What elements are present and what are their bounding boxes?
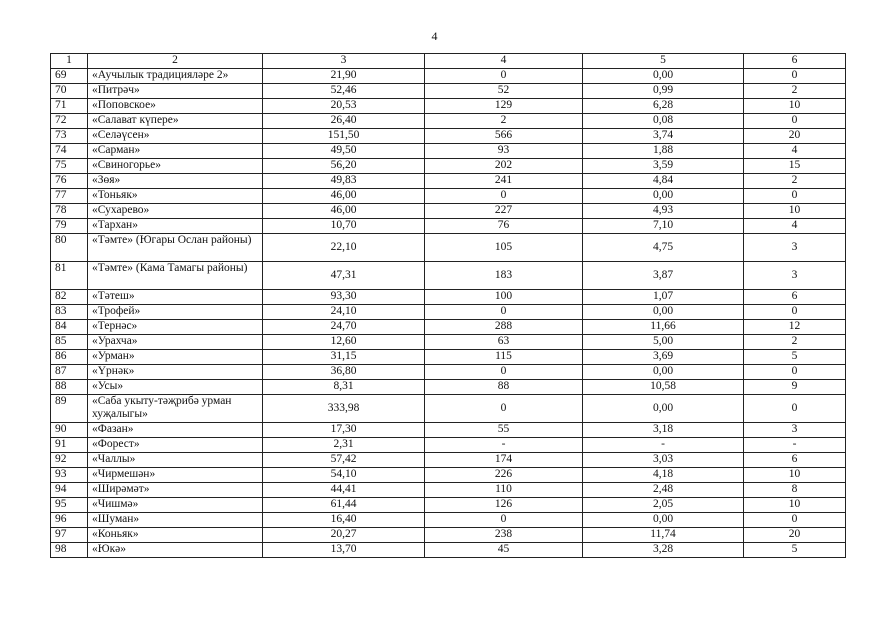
value-cell: 0,00 — [583, 189, 744, 204]
value-cell: 16,40 — [263, 513, 425, 528]
value-cell: 44,41 — [263, 483, 425, 498]
value-cell: 3 — [744, 262, 846, 290]
value-cell: 55 — [425, 423, 583, 438]
value-cell: 47,31 — [263, 262, 425, 290]
table-row — [51, 219, 846, 234]
name-cell: «Свиногорье» — [88, 159, 263, 174]
value-cell: 8,31 — [263, 380, 425, 395]
value-cell: 4 — [744, 144, 846, 159]
name-cell: «Үрнәк» — [88, 365, 263, 380]
name-cell: «Усы» — [88, 380, 263, 395]
value-cell: 226 — [425, 468, 583, 483]
table-row — [51, 335, 846, 350]
value-cell: 52,46 — [263, 84, 425, 99]
value-cell: 0,00 — [583, 69, 744, 84]
value-cell: 12,60 — [263, 335, 425, 350]
table-row — [51, 204, 846, 219]
value-cell: 241 — [425, 174, 583, 189]
value-cell: 1,88 — [583, 144, 744, 159]
value-cell: 4 — [744, 219, 846, 234]
row-number-cell: 74 — [51, 144, 88, 159]
value-cell: 8 — [744, 483, 846, 498]
value-cell: 2,05 — [583, 498, 744, 513]
name-cell: «Селәүсен» — [88, 129, 263, 144]
value-cell: 11,66 — [583, 320, 744, 335]
value-cell: 288 — [425, 320, 583, 335]
data-table — [50, 53, 846, 558]
name-cell: «Форест» — [88, 438, 263, 453]
value-cell: 174 — [425, 453, 583, 468]
row-number-cell: 87 — [51, 365, 88, 380]
table-row — [51, 543, 846, 558]
table-row — [51, 84, 846, 99]
value-cell: 333,98 — [263, 395, 425, 423]
table-row — [51, 69, 846, 84]
value-cell: 46,00 — [263, 189, 425, 204]
value-cell: 5,00 — [583, 335, 744, 350]
value-cell: 183 — [425, 262, 583, 290]
value-cell: 0,00 — [583, 395, 744, 423]
table-row — [51, 483, 846, 498]
value-cell: 7,10 — [583, 219, 744, 234]
table-row — [51, 468, 846, 483]
name-cell: «Тәтеш» — [88, 290, 263, 305]
row-number-cell: 79 — [51, 219, 88, 234]
value-cell: 26,40 — [263, 114, 425, 129]
value-cell: 46,00 — [263, 204, 425, 219]
table-row — [51, 305, 846, 320]
value-cell: 24,70 — [263, 320, 425, 335]
value-cell: 13,70 — [263, 543, 425, 558]
value-cell: 0 — [744, 365, 846, 380]
value-cell: 2 — [744, 335, 846, 350]
value-cell: 5 — [744, 350, 846, 365]
value-cell: 2 — [744, 174, 846, 189]
name-cell: «Шуман» — [88, 513, 263, 528]
table-row — [51, 498, 846, 513]
row-number-cell: 98 — [51, 543, 88, 558]
value-cell: 49,83 — [263, 174, 425, 189]
column-header: 4 — [425, 54, 583, 69]
value-cell: 0 — [425, 395, 583, 423]
column-header: 6 — [744, 54, 846, 69]
name-cell: «Чишмә» — [88, 498, 263, 513]
table-body — [51, 54, 846, 558]
value-cell: 227 — [425, 204, 583, 219]
row-number-cell: 71 — [51, 99, 88, 114]
value-cell: 110 — [425, 483, 583, 498]
table-header-row — [51, 54, 846, 69]
table-row — [51, 320, 846, 335]
value-cell: 0 — [425, 305, 583, 320]
table-row — [51, 395, 846, 423]
table-row — [51, 365, 846, 380]
value-cell: 566 — [425, 129, 583, 144]
row-number-cell: 97 — [51, 528, 88, 543]
value-cell: 2 — [425, 114, 583, 129]
value-cell: 10,70 — [263, 219, 425, 234]
value-cell: 56,20 — [263, 159, 425, 174]
value-cell: 3,69 — [583, 350, 744, 365]
value-cell: 54,10 — [263, 468, 425, 483]
table-row — [51, 144, 846, 159]
column-header: 5 — [583, 54, 744, 69]
table-row — [51, 513, 846, 528]
row-number-cell: 78 — [51, 204, 88, 219]
table-row — [51, 350, 846, 365]
value-cell: 3,74 — [583, 129, 744, 144]
row-number-cell: 88 — [51, 380, 88, 395]
value-cell: 93 — [425, 144, 583, 159]
value-cell: 0 — [744, 114, 846, 129]
name-cell: «Аучылык традицияләре 2» — [88, 69, 263, 84]
table-row — [51, 290, 846, 305]
value-cell: 6,28 — [583, 99, 744, 114]
row-number-cell: 77 — [51, 189, 88, 204]
row-number-cell: 95 — [51, 498, 88, 513]
value-cell: 3,28 — [583, 543, 744, 558]
table-row — [51, 234, 846, 262]
row-number-cell: 84 — [51, 320, 88, 335]
name-cell: «Тоньяк» — [88, 189, 263, 204]
row-number-cell: 92 — [51, 453, 88, 468]
name-cell: «Зөя» — [88, 174, 263, 189]
name-cell: «Тәмте» (Кама Тамагы районы) — [88, 262, 263, 290]
row-number-cell: 93 — [51, 468, 88, 483]
value-cell: 100 — [425, 290, 583, 305]
table-row — [51, 262, 846, 290]
row-number-cell: 85 — [51, 335, 88, 350]
name-cell: «Чирмешән» — [88, 468, 263, 483]
table-row — [51, 380, 846, 395]
row-number-cell: 91 — [51, 438, 88, 453]
row-number-cell: 94 — [51, 483, 88, 498]
table-row — [51, 99, 846, 114]
table-row — [51, 174, 846, 189]
name-cell: «Трофей» — [88, 305, 263, 320]
row-number-cell: 72 — [51, 114, 88, 129]
value-cell: 57,42 — [263, 453, 425, 468]
name-cell: «Тархан» — [88, 219, 263, 234]
name-cell: «Юкә» — [88, 543, 263, 558]
value-cell: 6 — [744, 453, 846, 468]
value-cell: 9 — [744, 380, 846, 395]
value-cell: 10,58 — [583, 380, 744, 395]
value-cell: 0 — [744, 305, 846, 320]
name-cell: «Урахча» — [88, 335, 263, 350]
value-cell: 10 — [744, 204, 846, 219]
name-cell: «Питрәч» — [88, 84, 263, 99]
column-header: 2 — [88, 54, 263, 69]
value-cell: 76 — [425, 219, 583, 234]
value-cell: 105 — [425, 234, 583, 262]
value-cell: 12 — [744, 320, 846, 335]
value-cell: 3,87 — [583, 262, 744, 290]
table-row — [51, 453, 846, 468]
value-cell: 31,15 — [263, 350, 425, 365]
row-number-cell: 90 — [51, 423, 88, 438]
value-cell: 20 — [744, 528, 846, 543]
value-cell: 202 — [425, 159, 583, 174]
value-cell: 4,93 — [583, 204, 744, 219]
value-cell: 129 — [425, 99, 583, 114]
name-cell: «Сухарево» — [88, 204, 263, 219]
table-row — [51, 423, 846, 438]
column-header: 1 — [51, 54, 88, 69]
row-number-cell: 86 — [51, 350, 88, 365]
value-cell: 5 — [744, 543, 846, 558]
value-cell: 3,59 — [583, 159, 744, 174]
value-cell: - — [425, 438, 583, 453]
table-row — [51, 438, 846, 453]
table-row — [51, 129, 846, 144]
value-cell: - — [744, 438, 846, 453]
value-cell: 4,84 — [583, 174, 744, 189]
value-cell: 24,10 — [263, 305, 425, 320]
value-cell: 3,18 — [583, 423, 744, 438]
value-cell: 3 — [744, 423, 846, 438]
row-number-cell: 70 — [51, 84, 88, 99]
value-cell: 0 — [425, 513, 583, 528]
column-header: 3 — [263, 54, 425, 69]
value-cell: 11,74 — [583, 528, 744, 543]
name-cell: «Урман» — [88, 350, 263, 365]
value-cell: 22,10 — [263, 234, 425, 262]
value-cell: 0 — [425, 365, 583, 380]
value-cell: 88 — [425, 380, 583, 395]
name-cell: «Поповское» — [88, 99, 263, 114]
value-cell: 20 — [744, 129, 846, 144]
row-number-cell: 69 — [51, 69, 88, 84]
value-cell: 0,99 — [583, 84, 744, 99]
name-cell: «Ширәмәт» — [88, 483, 263, 498]
value-cell: 2,31 — [263, 438, 425, 453]
value-cell: 0 — [744, 395, 846, 423]
table-row — [51, 159, 846, 174]
value-cell: 6 — [744, 290, 846, 305]
value-cell: 115 — [425, 350, 583, 365]
value-cell: 0 — [425, 189, 583, 204]
value-cell: 45 — [425, 543, 583, 558]
value-cell: 4,18 — [583, 468, 744, 483]
table-row — [51, 189, 846, 204]
value-cell: 3,03 — [583, 453, 744, 468]
name-cell: «Сарман» — [88, 144, 263, 159]
value-cell: 20,53 — [263, 99, 425, 114]
value-cell: 2,48 — [583, 483, 744, 498]
row-number-cell: 89 — [51, 395, 88, 423]
row-number-cell: 80 — [51, 234, 88, 262]
value-cell: 0,08 — [583, 114, 744, 129]
value-cell: 238 — [425, 528, 583, 543]
row-number-cell: 83 — [51, 305, 88, 320]
row-number-cell: 82 — [51, 290, 88, 305]
name-cell: «Тернәс» — [88, 320, 263, 335]
value-cell: 0,00 — [583, 513, 744, 528]
value-cell: 21,90 — [263, 69, 425, 84]
name-cell: «Салават күпере» — [88, 114, 263, 129]
value-cell: 52 — [425, 84, 583, 99]
value-cell: 15 — [744, 159, 846, 174]
row-number-cell: 81 — [51, 262, 88, 290]
value-cell: 20,27 — [263, 528, 425, 543]
value-cell: 4,75 — [583, 234, 744, 262]
row-number-cell: 73 — [51, 129, 88, 144]
value-cell: 0 — [744, 513, 846, 528]
name-cell: «Фазан» — [88, 423, 263, 438]
value-cell: 93,30 — [263, 290, 425, 305]
value-cell: 126 — [425, 498, 583, 513]
row-number-cell: 76 — [51, 174, 88, 189]
value-cell: 0 — [425, 69, 583, 84]
table-row — [51, 114, 846, 129]
value-cell: 1,07 — [583, 290, 744, 305]
value-cell: 63 — [425, 335, 583, 350]
value-cell: 10 — [744, 468, 846, 483]
value-cell: 36,80 — [263, 365, 425, 380]
value-cell: 0 — [744, 69, 846, 84]
page-number: 4 — [431, 29, 438, 43]
row-number-cell: 75 — [51, 159, 88, 174]
value-cell: - — [583, 438, 744, 453]
name-cell: «Чаллы» — [88, 453, 263, 468]
value-cell: 2 — [744, 84, 846, 99]
name-cell: «Коньяк» — [88, 528, 263, 543]
value-cell: 0 — [744, 189, 846, 204]
value-cell: 151,50 — [263, 129, 425, 144]
value-cell: 10 — [744, 498, 846, 513]
value-cell: 17,30 — [263, 423, 425, 438]
name-cell: «Саба укыту-тәҗрибә урман хуҗалыгы» — [88, 395, 263, 423]
value-cell: 49,50 — [263, 144, 425, 159]
table-row — [51, 528, 846, 543]
value-cell: 61,44 — [263, 498, 425, 513]
row-number-cell: 96 — [51, 513, 88, 528]
value-cell: 10 — [744, 99, 846, 114]
name-cell: «Тәмте» (Югары Ослан районы) — [88, 234, 263, 262]
value-cell: 0,00 — [583, 365, 744, 380]
value-cell: 0,00 — [583, 305, 744, 320]
value-cell: 3 — [744, 234, 846, 262]
